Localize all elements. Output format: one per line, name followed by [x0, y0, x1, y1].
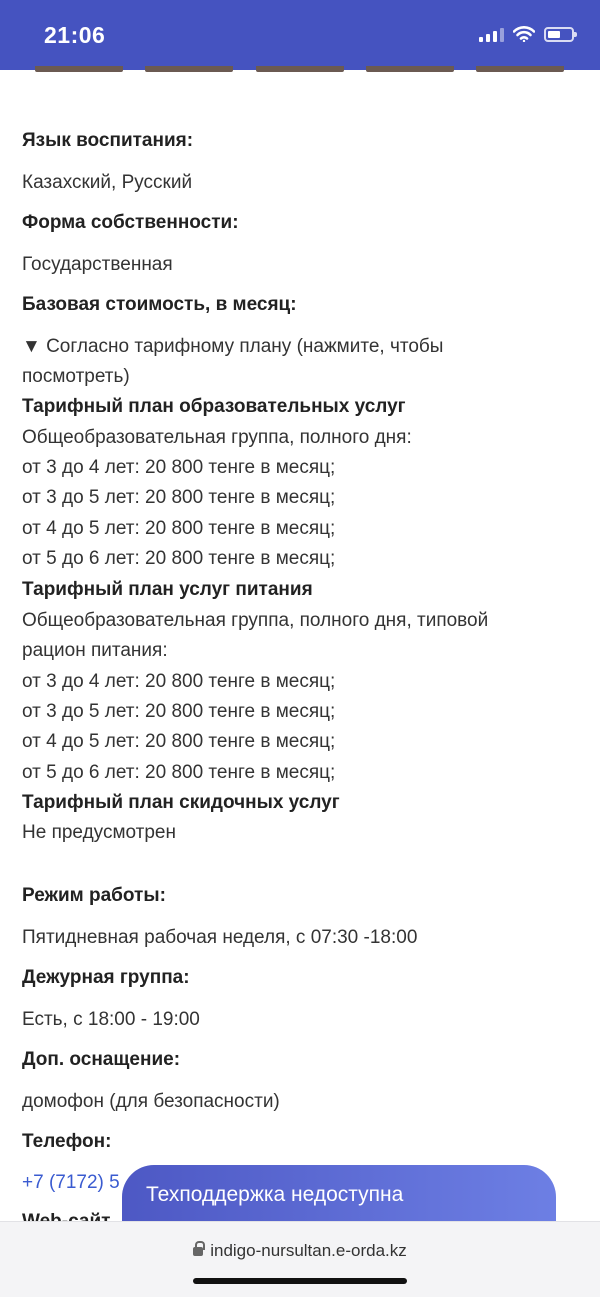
- food-rate-item: от 3 до 4 лет: 20 800 тенге в месяц;: [22, 671, 336, 692]
- tariff-toggle[interactable]: ▼ Согласно тарифному плану (нажмите, чтобы: [22, 336, 444, 357]
- edu-rate-item: от 3 до 4 лет: 20 800 тенге в месяц;: [22, 457, 336, 478]
- battery-icon: [544, 27, 574, 42]
- language-value: Казахский, Русский: [22, 172, 193, 193]
- discount-value: Не предусмотрен: [22, 822, 176, 843]
- schedule-label: Режим работы:: [22, 885, 166, 906]
- edu-rate-item: от 3 до 5 лет: 20 800 тенге в месяц;: [22, 487, 336, 508]
- cost-label: Базовая стоимость, в месяц:: [22, 294, 297, 315]
- equipment-label: Доп. оснащение:: [22, 1049, 181, 1070]
- status-time: 21:06: [44, 22, 106, 48]
- battery-level: [548, 31, 560, 38]
- browser-address-bar[interactable]: [0, 1221, 600, 1297]
- gallery-thumbnail[interactable]: [145, 66, 233, 72]
- food-group: Общеобразовательная группа, полного дня, типовой: [22, 610, 489, 631]
- url-text: indigo-nursultan.e-orda.kz: [210, 1241, 407, 1260]
- home-indicator[interactable]: [193, 1278, 407, 1284]
- url-display[interactable]: [0, 1241, 600, 1261]
- gallery-thumbnail[interactable]: [256, 66, 344, 72]
- food-group-continued: рацион питания:: [22, 640, 168, 661]
- status-icons: [479, 26, 574, 42]
- discount-tariff-title: Тарифный план скидочных услуг: [22, 792, 340, 813]
- support-chat-label: Техподдержка недоступна: [146, 1183, 404, 1206]
- gallery-thumbnail[interactable]: [366, 66, 454, 72]
- edu-group: Общеобразовательная группа, полного дня:: [22, 427, 412, 448]
- ownership-label: Форма собственности:: [22, 212, 239, 233]
- support-chat-button[interactable]: [122, 1165, 556, 1227]
- food-rate-item: от 3 до 5 лет: 20 800 тенге в месяц;: [22, 701, 336, 722]
- status-bar: [0, 0, 600, 70]
- wifi-icon: [513, 26, 535, 42]
- phone-label: Телефон:: [22, 1131, 112, 1152]
- food-tariff-title: Тарифный план услуг питания: [22, 579, 313, 600]
- gallery-thumbnail[interactable]: [35, 66, 123, 72]
- edu-rate-item: от 4 до 5 лет: 20 800 тенге в месяц;: [22, 518, 336, 539]
- food-rate-item: от 4 до 5 лет: 20 800 тенге в месяц;: [22, 731, 336, 752]
- language-label: Язык воспитания:: [22, 130, 194, 151]
- food-rate-item: от 5 до 6 лет: 20 800 тенге в месяц;: [22, 762, 336, 783]
- gallery-thumbnail[interactable]: [476, 66, 564, 72]
- duty-group-label: Дежурная группа:: [22, 967, 190, 988]
- edu-tariff-title: Тарифный план образовательных услуг: [22, 396, 406, 417]
- edu-rate-item: от 5 до 6 лет: 20 800 тенге в месяц;: [22, 548, 336, 569]
- equipment-value: домофон (для безопасности): [22, 1091, 280, 1112]
- ownership-value: Государственная: [22, 254, 173, 275]
- photo-gallery-strip[interactable]: [0, 66, 600, 72]
- lock-icon: [193, 1247, 203, 1256]
- duty-group-value: Есть, с 18:00 - 19:00: [22, 1009, 200, 1030]
- schedule-value: Пятидневная рабочая неделя, с 07:30 -18:00: [22, 927, 418, 948]
- tariff-toggle-continued[interactable]: посмотреть): [22, 366, 130, 387]
- cellular-signal-icon: [479, 26, 504, 42]
- phone-link[interactable]: +7 (7172) 5: [22, 1172, 120, 1193]
